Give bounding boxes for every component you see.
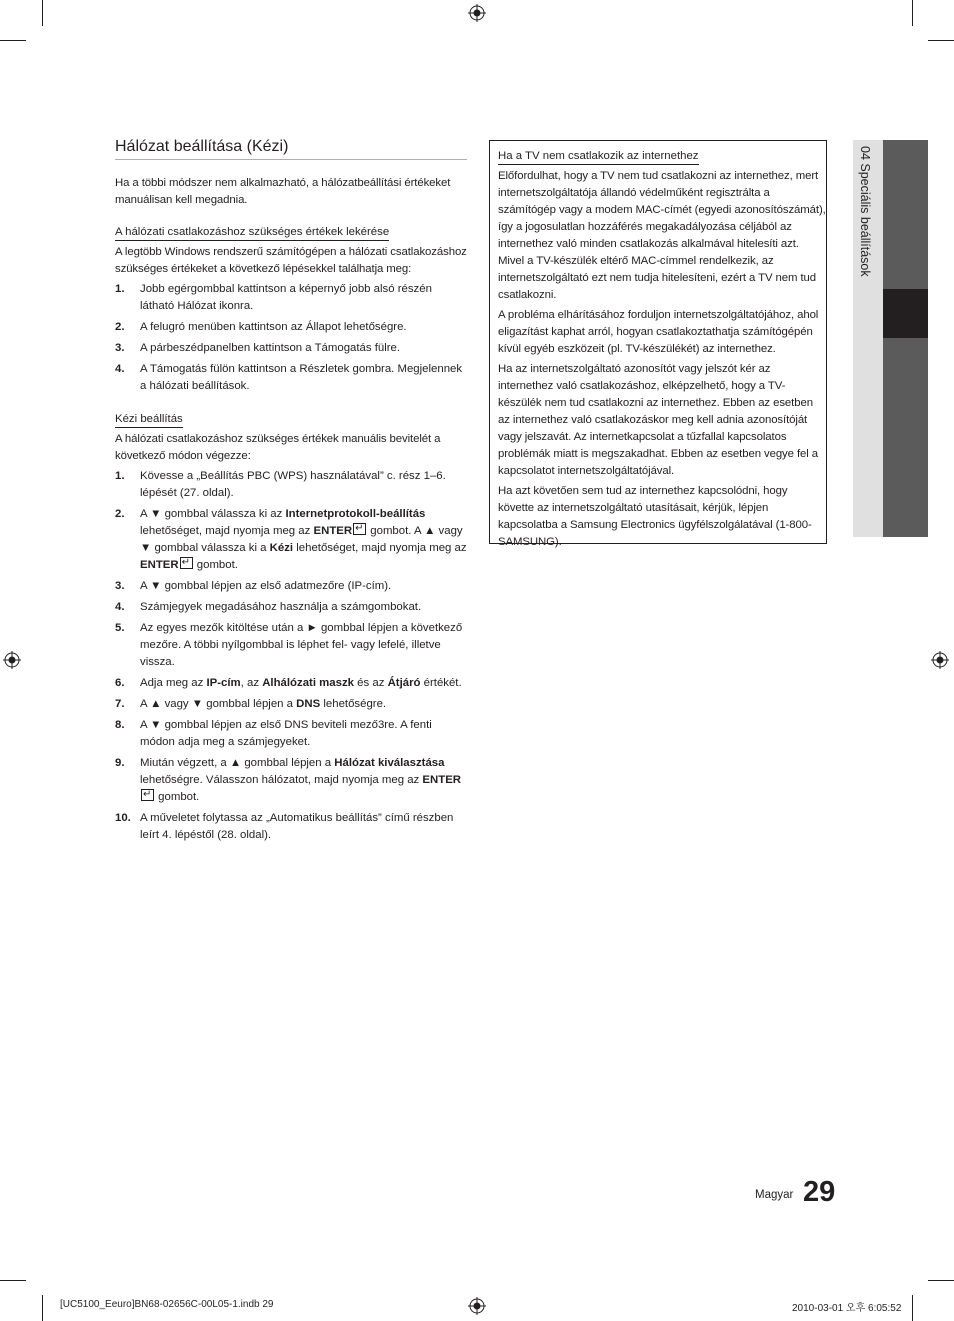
- sub1-text: A legtöbb Windows rendszerű számítógépen a hálózati csatlakozáshoz szükséges értékeket a következő lépésekkel találhatja meg:: [115, 246, 467, 275]
- crop-mark: [42, 0, 43, 26]
- side-tab-block: [883, 338, 928, 537]
- list-item: 9. Miután végzett, a ▲ gombbal lépjen a Hálózat kiválasztása lehetőségre. Válasszon hálózatot, majd nyomja meg az ENTER↵ gombot.: [115, 755, 467, 806]
- list-item: 1. Jobb egérgombbal kattintson a képernyő jobb alsó részén látható Hálózat ikonra.: [115, 283, 432, 312]
- side-tab-block: [883, 140, 928, 289]
- list-item: 7. A ▲ vagy ▼ gombbal lépjen a DNS lehetőségre.: [115, 698, 387, 710]
- note-title: Ha a TV nem csatlakozik az internethez: [498, 148, 699, 165]
- registration-mark-icon: [468, 4, 486, 22]
- list-item: 3. A párbeszédpanelben kattintson a Támogatás fülre.: [115, 342, 401, 354]
- list-item: 1. Kövesse a „Beállítás PBC (WPS) használatával” c. rész 1–6. lépését (27. oldal).: [115, 470, 446, 499]
- date-info: 2010-03-01 오후 6:05:52: [792, 1303, 902, 1314]
- main-column: [115, 138, 467, 848]
- enter-icon: [180, 557, 193, 569]
- side-tab-label: 04 Speciális beállítások: [858, 146, 872, 277]
- enter-icon: [141, 789, 154, 801]
- crop-mark: [912, 1295, 913, 1321]
- page-number: 29: [803, 1176, 836, 1208]
- sub1-steps: [115, 281, 467, 395]
- note-paragraph: Előfordulhat, hogy a TV nem tud csatlakozni az internethez, mert internetszolgáltatója állandó védelműként regisztrálta a számítógép vagy a modem MAC-címét (egyedi azonosítószámát), így a jogosulatlan hozzáférés megakadályozása céljából az internethez való minden csatlakozás alkalmával hitelesíti azt. Mivel a TV-készülék eltérő MAC-címmel rendelkezik, az internetszolgáltató ezt nem tudja hitelesíteni, ezért a TV nem tud csatlakozni.: [498, 170, 826, 301]
- crop-mark: [0, 1280, 26, 1281]
- note-paragraph: Ha az internetszolgáltató azonosítót vagy jelszót kér az internethez való csatlakozáshoz, elképzelhető, hogy a TV-készülék nem tud csatlakozni az internethez. Ebben az esetben az internethez való csatlakozáskor meg kell adnia azonosítóját vagy jelszavát. Az internetkapcsolat a tűzfallal kapcsolatos problémák miatt is megszakadhat. Ebben az esetben vegye fel a kapcsolatot internetszolgáltatójával.: [498, 363, 818, 477]
- list-item: 2. A felugró menüben kattintson az Állapot lehetőségre.: [115, 321, 407, 333]
- file-info: [UC5100_Eeuro]BN68-02656C-00L05-1.indb 29: [60, 1299, 274, 1310]
- sub2-text: A hálózati csatlakozáshoz szükséges értékek manuális bevitelét a következő módon végezze:: [115, 433, 441, 462]
- registration-mark-icon: [931, 651, 949, 669]
- note-box: [489, 140, 827, 548]
- list-item: 4. A Támogatás fülön kattintson a Részletek gombra. Megjelennek a hálózati beállítások.: [115, 363, 463, 392]
- sub2-steps: [115, 468, 467, 844]
- section-title: Hálózat beállítása (Kézi): [115, 138, 467, 160]
- list-item: 5. Az egyes mezők kitöltése után a ► gombbal lépjen a következő mezőre. A többi nyílgombbal is léphet fel- vagy lefelé, illetve vissza.: [115, 622, 463, 668]
- crop-mark: [42, 1295, 43, 1321]
- list-item: 3. A ▼ gombbal lépjen az első adatmezőre (IP-cím).: [115, 580, 392, 592]
- subheading-values: A hálózati csatlakozáshoz szükséges értékek lekérése: [115, 224, 389, 241]
- registration-mark-icon: [3, 651, 21, 669]
- subheading-manual: Kézi beállítás: [115, 411, 183, 428]
- enter-icon: [353, 523, 366, 535]
- note-paragraph: Ha azt követően sem tud az internethez kapcsolódni, hogy követte az internetszolgáltató utasításait, kérjük, lépjen kapcsolatba a Samsung Electronics ügyfélszolgálatával (1-800-SAMSUNG).: [498, 485, 812, 548]
- language-label: Magyar: [755, 1189, 794, 1201]
- list-item: 10. A műveletet folytassa az „Automatikus beállítás” című részben leírt 4. lépéstől (28. oldal).: [115, 812, 454, 841]
- registration-mark-icon: [468, 1297, 486, 1315]
- crop-mark: [928, 1280, 954, 1281]
- crop-mark: [0, 40, 26, 41]
- list-item: 6. Adja meg az IP-cím, az Alhálózati maszk és az Átjáró értékét.: [115, 677, 462, 689]
- note-paragraph: A probléma elhárításához forduljon internetszolgáltatójához, ahol eligazítást kaphat arról, hogyan csatlakoztathatja számítógépén kívül egyéb eszközeit (pl. TV-készülékét) az internethez.: [498, 309, 819, 355]
- list-item: 8. A ▼ gombbal lépjen az első DNS beviteli mező3re. A fenti módon adja meg a számjegyeket.: [115, 719, 432, 748]
- list-item: 2. A ▼ gombbal válassza ki az Internetprotokoll-beállítás lehetőséget, majd nyomja meg az ENTER↵ gombot. A ▲ vagy ▼ gombbal válassza ki a Kézi lehetőséget, majd nyomja meg az ENTER↵ gombot.: [115, 506, 467, 574]
- side-tab-active-block: [883, 289, 928, 338]
- crop-mark: [912, 0, 913, 26]
- intro-text: Ha a többi módszer nem alkalmazható, a hálózatbeállítási értékeket manuálisan kell megadnia.: [115, 177, 451, 206]
- list-item: 4. Számjegyek megadásához használja a számgombokat.: [115, 601, 422, 613]
- crop-mark: [928, 40, 954, 41]
